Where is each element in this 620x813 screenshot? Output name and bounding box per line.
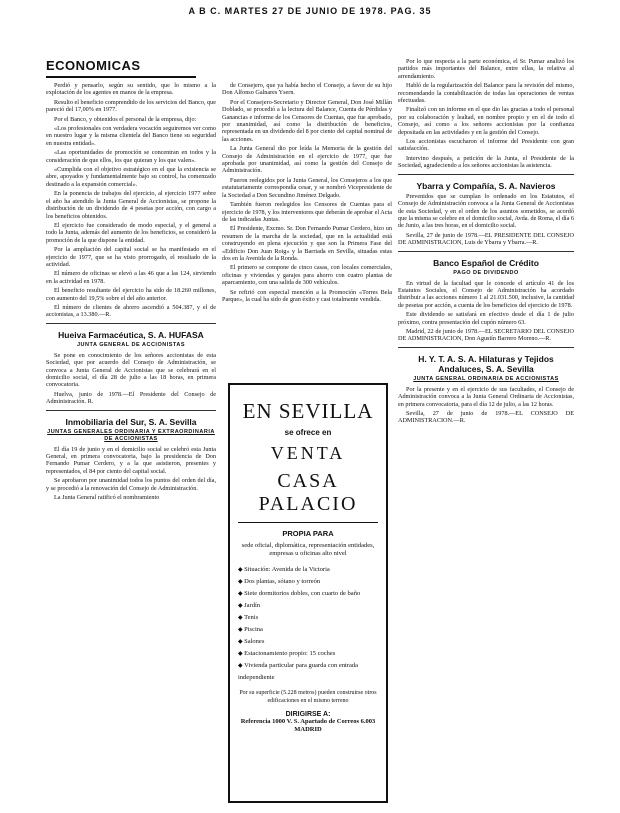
- page-header: A B C. MARTES 27 DE JUNIO DE 1978. PAG. 35: [188, 6, 432, 16]
- inmobiliaria-subtitle: JUNTAS GENERALES ORDINARIA Y EXTRAORDINARIA DE ACCIONISTAS: [47, 428, 215, 442]
- ad-feature-item: ◆ Salones: [238, 636, 378, 648]
- paragraph: de Consejero, que ya había hecho el Consejo, a favor de su hijo Don Alfonso Galnares Ysern.: [222, 82, 392, 97]
- ad-feature-item: ◆ Tenis: [238, 612, 378, 624]
- paragraph: Se refirió con especial mención a la Promoción «Torres Bela Parque», la cual ha sido de gran éxito y casi totalmente vendida.: [222, 288, 392, 303]
- divider: [398, 174, 574, 175]
- column-3: [398, 58, 574, 427]
- paragraph: «Las oportunidades de promoción se concentran en todos y la consideración de que ellos, los que quieran y los que valen».: [46, 149, 216, 164]
- casa-palacio-ad: [228, 383, 388, 803]
- paragraph: El día 19 de junio y en el domicilio social se celebró esta Junta General, en primera convocatoria, bajo la presidencia de Don Fernando Pumar Cerdero, y a la que asistieron, presentes y representados, el 84 por ciento del capital social.: [46, 445, 216, 475]
- paragraph: «Los profesionales con verdadera vocación seguiremos ver como en nuestro lugar y la misma clientela del Banco tiene su seguridad en nuestra entidad».: [46, 125, 216, 147]
- inmobiliaria-body: [46, 446, 216, 502]
- paragraph: En la ponencia de trabajos del ejercicio, al ejercicio 1977 sobre el año ha atendido la Junta General de Accionistas, se propone la distribución de un dividendo de 4 pesetas por acción, con cargo a los beneficios obtenidos.: [46, 190, 216, 220]
- ybarra-body: [398, 193, 574, 247]
- paragraph: Huelva, junio de 1978.—El Presidente del Consejo de Administración. R.: [46, 390, 216, 406]
- ad-city: EN SEVILLA: [242, 399, 374, 423]
- paragraph: El ejercicio fue considerado de modo especial, y el general a todo la Junta, además del aumento de los beneficios, se consideró la promoción de la que dispone la entidad.: [46, 221, 216, 244]
- paragraph: Los accionistas escucharon el informe del Presidente con gran satisfacción.: [398, 138, 574, 153]
- ad-suitable: PROPIA PARA: [282, 529, 334, 538]
- ad-sale: VENTA: [270, 443, 346, 463]
- paragraph: El Presidente, Excmo. Sr. Don Fernando Pumar Cerdero, hizo un resumen de la marcha de la sociedad, que en la actualidad está construyendo en plena ejecución y que son la Primera Fase del «Edificio Don Juan Roig» y la Barriada en Sevilla, situadas estas dos en la Avenida de la Ronda.: [222, 225, 392, 262]
- paragraph: Sevilla, 27 de junio de 1978.—EL PRESIDENTE DEL CONSEJO DE ADMINISTRACION, Luis de Ybarra y Ybarra.—R.: [398, 231, 574, 247]
- paragraph: La Junta General ratificó el nombramiento: [54, 494, 160, 502]
- paragraph: Habló de la regularización del Balance para la revisión del mismo, recomendando la contabilización de todas las operaciones de ventas efectuadas.: [398, 82, 574, 105]
- divider: [398, 347, 574, 348]
- col1-article: [46, 82, 216, 319]
- paragraph: Madrid, 22 de junio de 1978.—EL SECRETARIO DEL CONSEJO DE ADMINISTRACION, Don Agustín Barrero Moreno.—R.: [398, 327, 574, 343]
- ybarra-title: Ybarra y Compañía, S. A. Navieros: [416, 180, 556, 191]
- divider: [46, 410, 216, 411]
- ad-offer: se ofrece en: [284, 428, 332, 437]
- paragraph: El número de oficinas se elevó a las 46 que a las 124, sirviendo en la actividad en 1978.: [46, 270, 216, 285]
- hufasa-body: [46, 352, 216, 406]
- paragraph: Por la presente y en el ejercicio de sus facultades, el Consejo de Administración convoca a la Junta General Ordinaria de Accionistas, en primera convocatoria, para el día 12 de julio, a las 12 horas.: [398, 385, 574, 408]
- paragraph: Por el Consejero-Secretario y Director General, Don José Millán Doblado, se procedió a la lectura del Balance, Cuenta de Pérdidas y Ganancias e informe de los Censores de Cuentas, que fue aprobado, por unanimidad, así como la distribución de beneficios, representada en un dividendo del 8 por ciento del capital nominal de las acciones.: [222, 98, 392, 143]
- ad-feature-item: ◆ Estacionamiento propio: 15 coches: [238, 648, 378, 660]
- paragraph: Se aprobaron por unanimidad todos los puntos del orden del día, y se procedió a la renovación del Consejo de Administración.: [46, 477, 216, 492]
- ad-feature-item: ◆ Jardín: [238, 600, 378, 612]
- paragraph: El número de clientes de ahorro ascendió a 504.387, y el de accionistas, a 13.380.—R.: [46, 303, 216, 319]
- divider: [46, 323, 216, 324]
- paragraph: El primero se compone de cinco casas, con locales comerciales, oficinas y viviendas y garajes para ahorro con cuatro plantas de aparcamiento, con una salida de 300 vehículos.: [222, 264, 392, 287]
- section-rule: [46, 76, 196, 78]
- ad-contact: Referencia 1000 V. S. Apartado de Correos 6.003 MADRID: [240, 718, 376, 733]
- ad-contact-label: DIRIGIRSE A:: [285, 711, 331, 718]
- divider: [398, 251, 574, 252]
- column-1: [46, 82, 216, 503]
- hytasa-body: [398, 386, 574, 425]
- banco-body: [398, 280, 574, 343]
- inmobiliaria-title: Inmobiliaria del Sur, S. A. Sevilla: [65, 416, 197, 427]
- col2-article: [222, 82, 392, 303]
- hytasa-title: H. Y. T. A. S. A. Hilaturas y Tejidos Andaluces, S. A. Sevilla: [418, 353, 554, 374]
- paragraph: La Junta General dio por leída la Memoria de la gestión del Consejo de Administración en el ejercicio de 1977, que fue aprobada por unanimidad, así como la gestión del Consejo de Administración.: [222, 145, 392, 175]
- ad-feature-item: ◆ Situación: Avenida de la Victoria: [238, 564, 378, 576]
- ad-feature-item: ◆ Siete dormitorios dobles, con cuarto de baño: [238, 588, 378, 600]
- paragraph: Este dividendo se satisfará en efectivo desde el día 1 de julio próximo, contra presentación del cupón número 63.: [398, 311, 574, 326]
- paragraph: Resulto el beneficio comprendido de los servicios del Banco, que pareció del 17,00% en 1977.: [46, 98, 216, 114]
- ad-feature-item: ◆ Piscina: [238, 624, 378, 636]
- ad-features: [238, 564, 378, 683]
- banco-subtitle: PAGO DE DIVIDENDO: [453, 269, 519, 276]
- paragraph: Por la ampliación del capital social se ha manifestado en el ejercicio de 1977, que se ha visto prorrogado, el resultado de la actividad.: [46, 246, 216, 268]
- hufasa-title: Hueiva Farmacéutica, S. A. HUFASA: [58, 329, 204, 340]
- hufasa-subtitle: JUNTA GENERAL DE ACCIONISTAS: [76, 341, 185, 348]
- ad-feature-item: ◆ Dos plantas, sótano y torreón: [238, 576, 378, 588]
- paragraph: Se pone en conocimiento de los señores accionistas de esta Sociedad, que por acuerdo del Consejo de Administración, se convoca a Junta General de Accionistas que se celebrará en el domicilio social, el día 28 de julio a las 18 horas, en primera convocatoria.: [46, 351, 216, 389]
- paragraph: Intervino después, a petición de la Junta, el Presidente de la Sociedad, agradeciendo a los señores accionistas la asistencia.: [398, 154, 574, 170]
- paragraph: Por el Banco, y obtenidos el personal de la empresa, dijo:: [54, 115, 197, 123]
- paragraph: «Cumplida con el objetivo estratégico en el que la existencia se abre, apoyados y fundamentalmente bajo su control, ha comenzado destinado a la expansión comercial».: [46, 166, 216, 188]
- paragraph: También fueron reelegidos los Censores de Cuentas para el ejercicio de 1978, y los interventores que deberán de aprobar el Acta de las indicadas Juntas.: [222, 201, 392, 223]
- paragraph: Prevenidos que se cumplan lo ordenado en los Estatutos, el Consejo de Administración convoca a la Junta General de Accionistas de esta Sociedad, y en el orden de los asuntos sometidos, se acordó que la misma se celebre en el domicilio social, Avda. de Roma, el día 6 de Junio, a las tres horas, en el domicilio social.: [398, 192, 575, 230]
- hytasa-subtitle: JUNTA GENERAL ORDINARIA DE ACCIONISTAS: [413, 375, 559, 382]
- section-title: ECONOMICAS: [46, 58, 141, 73]
- paragraph: Finalizó con un informe en el que dio las gracias a todo el personal por su colaboración y lealtad, en nombre propio y en el de todo el Consejo, así como a los señores accionistas por la confianza depositada en las actividades y en la gestión del Consejo.: [398, 106, 574, 136]
- ad-property: CASA PALACIO: [238, 470, 378, 523]
- column-2: [222, 82, 392, 305]
- paragraph: Sevilla, 27 de junio de 1978.—EL CONSEJO DE ADMINISTRACION.—R.: [398, 410, 574, 425]
- paragraph: En virtud de la facultad que le concede el artículo 41 de los Estatutos Sociales, el Consejo de Administración ha acordado distribuir a las acciones número 1 al 21.031.500, inclusive, la cantidad de pesetas por acción, a cuenta de los beneficios del ejercicio de 1978.: [398, 279, 574, 309]
- paragraph: Fueron reelegidos por la Junta General, los Consejeros a los que estatutariamente correspondía cesar, y se nombró Vicepresidente de la Sociedad a Don Secundino Jiménez Delgado.: [222, 176, 392, 199]
- paragraph: Perdió y pensarlo, según su sentido, que lo mismo a la explotación de los agentes en manos de la empresa.: [46, 82, 216, 97]
- ad-surface: Por su superficie (5.228 metros) pueden construirse otros edificaciones en el mismo terreno: [239, 690, 377, 704]
- paragraph: Por lo que respecta a la parte económica, el Sr. Pumar analizó los partidos más importantes del Balance, entre ellas, la relativa al arrendamiento.: [398, 58, 574, 80]
- col3-article: [398, 58, 574, 170]
- banco-title: Banco Español de Crédito: [433, 257, 539, 268]
- paragraph: El beneficio resultante del ejercicio ha sido de 18.260 millones, con aumento del 19,5% sobre el del año anterior.: [46, 287, 216, 302]
- ad-feature-item: ◆ Vivienda particular para guarda con entrada independiente: [238, 660, 378, 683]
- ad-purpose: sede oficial, diplomática, representación entidades, empresas u oficinas alto nivel: [241, 542, 375, 557]
